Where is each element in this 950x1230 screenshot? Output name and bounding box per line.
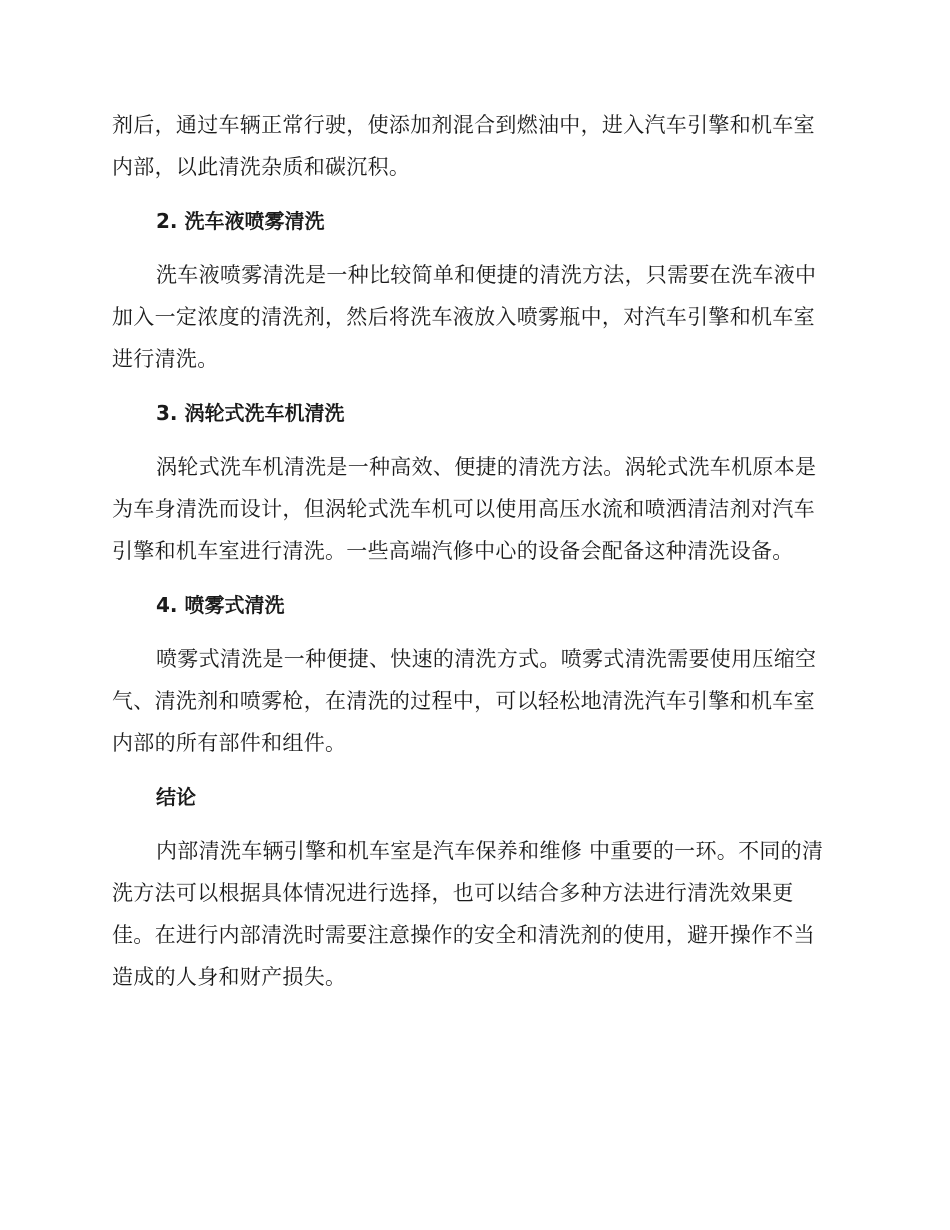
section-heading-conclusion: 结论 <box>156 785 196 809</box>
paragraph-spray-clean: 喷雾式清洗是一种便捷、快速的清洗方式。喷雾式清洗需要使用压缩空气、清洗剂和喷雾枪，在清洗的过程中，可以轻松地清洗汽车引擎和机车室内部的所有部件和组件。 <box>112 647 817 755</box>
paragraph-spray-wash: 洗车液喷雾清洗是一种比较简单和便捷的清洗方法，只需要在洗车液中加入一定浓度的清洗剂，然后将洗车液放入喷雾瓶中，对汽车引擎和机车室进行清洗。 <box>112 263 817 371</box>
paragraph-turbo-washer: 涡轮式洗车机清洗是一种高效、便捷的清洗方法。涡轮式洗车机原本是为车身清洗而设计，但涡轮式洗车机可以使用高压水流和喷洒清洁剂对汽车引擎和机车室进行清洗。一些高端汽修中心的设备会配备这种清洗设备。 <box>112 455 817 563</box>
section-heading-turbo-washer: 3. 涡轮式洗车机清洗 <box>156 401 345 425</box>
section-heading-spray-wash: 2. 洗车液喷雾清洗 <box>156 209 325 233</box>
document-page <box>112 104 832 1010</box>
paragraph-continuation: 剂后，通过车辆正常行驶，使添加剂混合到燃油中，进入汽车引擎和机车室内部，以此清洗杂质和碳沉积。 <box>112 113 815 179</box>
paragraph-conclusion: 内部清洗车辆引擎和机车室是汽车保养和维修 中重要的一环。不同的清洗方法可以根据具体情况进行选择，也可以结合多种方法进行清洗效果更佳。在进行内部清洗时需要注意操作的安全和清洗剂的使用，避开操作不当造成的人身和财产损失。 <box>112 839 824 989</box>
section-heading-spray-clean: 4. 喷雾式清洗 <box>156 593 285 617</box>
